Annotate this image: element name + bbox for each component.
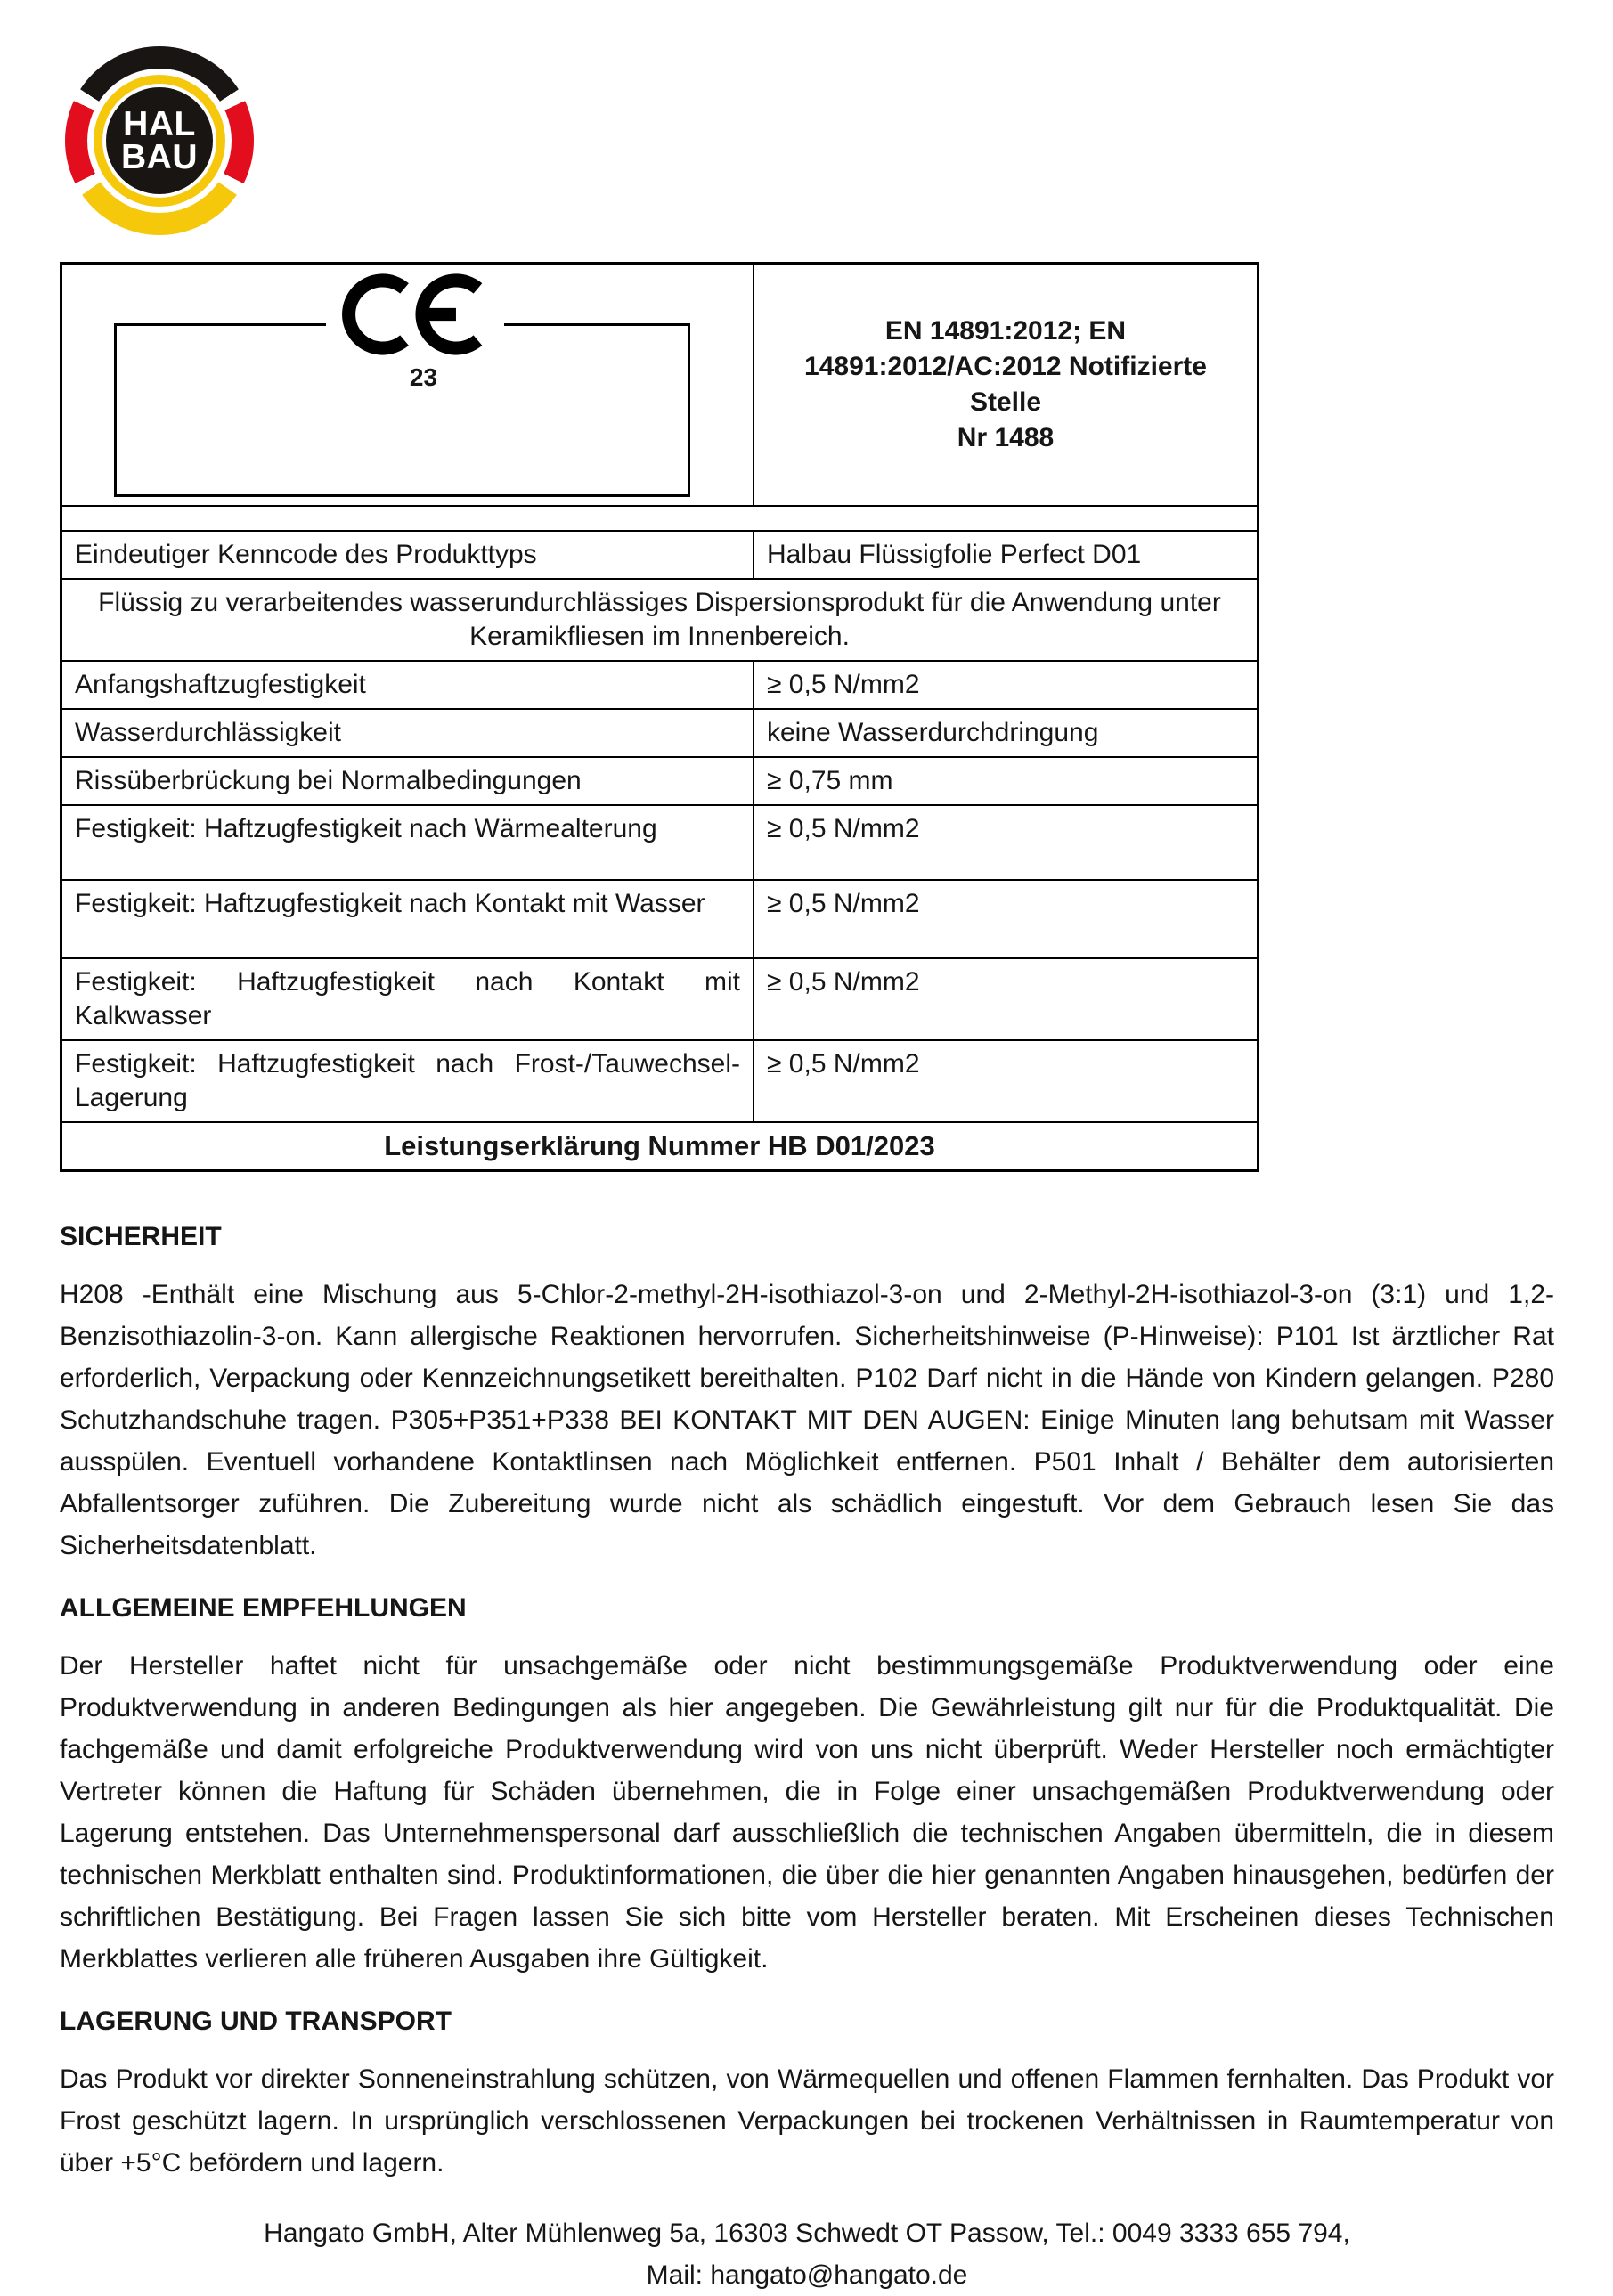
product-code-row (62, 530, 1257, 578)
performance-table (60, 262, 1259, 1172)
logo-text-bottom: BAU (121, 138, 198, 176)
spec-value: ≥ 0,5 N/mm2 (767, 967, 920, 997)
company-logo (65, 46, 254, 235)
spec-value: keine Wasserdurchdringung (767, 718, 1099, 747)
spec-value: ≥ 0,5 N/mm2 (767, 670, 920, 699)
spec-label: Rissüberbrückung bei Normalbedingungen (62, 758, 754, 804)
standard-cell (754, 265, 1257, 505)
spec-label: Wasserdurchlässigkeit (62, 710, 754, 756)
standard-line: EN 14891:2012; EN (884, 316, 1127, 346)
spec-row (62, 660, 1257, 708)
product-description-row (62, 578, 1257, 660)
standard-line: Nr 1488 (957, 423, 1055, 452)
product-description: Flüssig zu verarbeitendes wasserundurchlässiges Dispersionsprodukt für die Anwendung unter Keramikfliesen im Innenbereich. (98, 588, 1221, 651)
ce-mark (326, 272, 504, 396)
spec-label: Festigkeit: Haftzugfestigkeit nach Kontakt mit Kalkwasser (62, 959, 754, 1039)
ce-marking-icon (340, 272, 490, 357)
footer-contact (60, 2212, 1554, 2296)
spec-row (62, 1039, 1257, 1121)
declaration-number: Leistungserklärung Nummer HB D01/2023 (384, 1130, 935, 1161)
section-body-lagerung-und-transport: Das Produkt vor direkter Sonneneinstrahlung schützen, von Wärmequellen und offenen Flammen fernhalten. Das Produkt vor Frost geschützt lagern. In ursprünglich verschlossenen Verpackungen bei trockenen Verhältnissen in Raumtemperatur von über +5°C befördern und lagern. (60, 2064, 1554, 2178)
spec-label: Festigkeit: Haftzugfestigkeit nach Frost-/Tauwechsel-Lagerung (62, 1041, 754, 1121)
logo-center (106, 87, 213, 194)
spec-value: ≥ 0,5 N/mm2 (767, 1049, 920, 1079)
section-heading-allgemeine-empfehlungen: ALLGEMEINE EMPFEHLUNGEN (60, 1593, 467, 1623)
ce-header-row (62, 265, 1257, 505)
section-heading-lagerung-und-transport: LAGERUNG UND TRANSPORT (60, 2007, 452, 2036)
logo-text-top: HAL (123, 104, 196, 143)
spec-row (62, 879, 1257, 957)
declaration-row (62, 1121, 1257, 1169)
spec-value: ≥ 0,75 mm (767, 766, 893, 795)
ce-year: 23 (409, 363, 438, 391)
spacer-row (62, 505, 1257, 530)
spec-value: ≥ 0,5 N/mm2 (767, 814, 920, 843)
spec-row (62, 804, 1257, 879)
ce-cell (62, 265, 754, 505)
standard-line: 14891:2012/AC:2012 Notifizierte Stelle (804, 352, 1207, 417)
section-body-allgemeine-empfehlungen: Der Hersteller haftet nicht für unsachgemäße oder nicht bestimmungsgemäße Produktverwendung oder eine Produktverwendung in anderen Bedingungen als hier angegeben. Die Gewährleistung gilt nur für die Produktqualität. Die fachgemäße und damit erfolgreiche Produktverwendung wird von uns nicht überprüft. Weder Hersteller noch ermächtigter Vertreter können die Haftung für Schäden übernehmen, die in Folge einer unsachgemäßen Produktverwendung oder Lagerung entstehen. Das Unternehmenspersonal darf ausschließlich die technischen Angaben übermitteln, die in diesem technischen Merkblatt enthalten sind. Produktinformationen, die über die hier genannten Angaben hinausgehen, bedürfen der schriftlichen Bestätigung. Bei Fragen lassen Sie sich bitte vom Hersteller beraten. Mit Erscheinen dieses Technischen Merkblattes verlieren alle früheren Ausgaben ihre Gültigkeit. (60, 1651, 1554, 1974)
section-body-sicherheit: H208 -Enthält eine Mischung aus 5-Chlor-2-methyl-2H-isothiazol-3-on und 2-Methyl-2H-isothiazol-3-on (3:1) und 1,2-Benzisothiazolin-3-on. Kann allergische Reaktionen hervorrufen. Sicherheitshinweise (P-Hinweise): P101 Ist ärztlicher Rat erforderlich, Verpackung oder Kennzeichnungsetikett bereithalten. P102 Darf nicht in die Hände von Kindern gelangen. P280 Schutzhandschuhe tragen. P305+P351+P338 BEI KONTAKT MIT DEN AUGEN: Einige Minuten lang behutsam mit Wasser ausspülen. Eventuell vorhandene Kontaktlinsen nach Möglichkeit entfernen. P501 Inhalt / Behälter dem autorisierten Abfallentsorger zuführen. Die Zubereitung wurde nicht als schädlich eingestuft. Vor dem Gebrauch lesen Sie das Sicherheitsdatenblatt. (60, 1280, 1554, 1560)
footer-mail-line: Mail: hangato@hangato.de (646, 2260, 968, 2290)
product-code-label: Eindeutiger Kenncode des Produkttyps (62, 532, 754, 578)
spec-label: Festigkeit: Haftzugfestigkeit nach Wärmealterung (62, 806, 754, 879)
spec-value: ≥ 0,5 N/mm2 (767, 889, 920, 918)
footer-address-line: Hangato GmbH, Alter Mühlenweg 5a, 16303 Schwedt OT Passow, Tel.: 0049 3333 655 794, (264, 2219, 1350, 2248)
section-heading-sicherheit: SICHERHEIT (60, 1222, 222, 1251)
spec-label: Anfangshaftzugfestigkeit (62, 662, 754, 708)
spec-label: Festigkeit: Haftzugfestigkeit nach Kontakt mit Wasser (62, 881, 754, 957)
spec-row (62, 756, 1257, 804)
spec-row (62, 957, 1257, 1039)
spec-row (62, 708, 1257, 756)
product-code-value: Halbau Flüssigfolie Perfect D01 (767, 540, 1142, 569)
